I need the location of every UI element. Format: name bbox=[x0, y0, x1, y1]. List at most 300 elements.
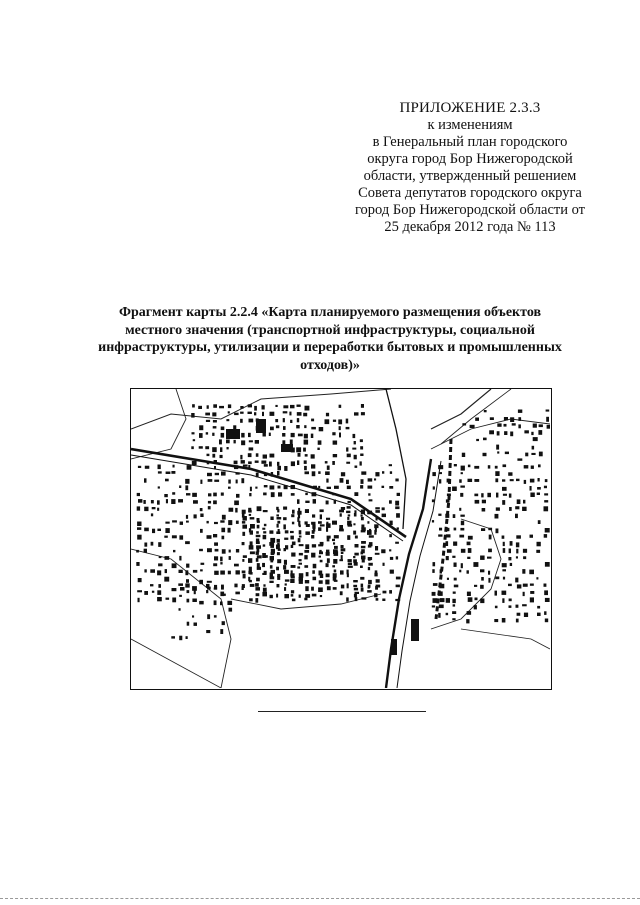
building bbox=[376, 598, 379, 601]
building bbox=[270, 454, 275, 458]
building bbox=[368, 478, 373, 481]
building bbox=[179, 608, 181, 611]
map-fragment-title bbox=[85, 304, 575, 374]
building bbox=[504, 431, 507, 435]
building bbox=[332, 432, 335, 435]
building bbox=[180, 587, 185, 591]
building bbox=[305, 544, 309, 549]
building bbox=[206, 420, 210, 422]
building bbox=[397, 527, 399, 529]
building bbox=[460, 515, 464, 517]
building bbox=[447, 479, 450, 483]
building bbox=[222, 621, 225, 625]
building bbox=[158, 486, 160, 488]
road bbox=[131, 639, 221, 688]
building bbox=[516, 549, 518, 554]
building bbox=[199, 446, 203, 449]
building bbox=[276, 425, 279, 428]
building bbox=[191, 413, 194, 418]
building bbox=[326, 563, 329, 567]
building bbox=[299, 595, 301, 598]
building bbox=[304, 555, 307, 559]
building bbox=[200, 480, 202, 484]
building bbox=[205, 413, 210, 416]
building bbox=[207, 535, 212, 539]
building bbox=[544, 534, 547, 538]
building bbox=[339, 433, 341, 438]
building bbox=[179, 535, 183, 539]
building bbox=[518, 410, 522, 413]
building bbox=[277, 559, 281, 563]
building bbox=[249, 419, 254, 423]
large-building bbox=[411, 619, 419, 641]
building bbox=[459, 508, 461, 511]
building bbox=[228, 404, 231, 408]
building bbox=[255, 487, 257, 489]
title-line: отходов)» bbox=[300, 357, 360, 373]
building bbox=[311, 464, 315, 468]
building bbox=[538, 478, 540, 482]
building bbox=[355, 592, 360, 594]
building bbox=[445, 514, 449, 518]
building bbox=[151, 513, 153, 516]
building bbox=[212, 433, 214, 436]
building bbox=[533, 424, 537, 428]
building bbox=[241, 460, 245, 464]
building bbox=[504, 417, 508, 420]
building bbox=[297, 499, 300, 504]
building bbox=[480, 569, 484, 572]
building bbox=[150, 569, 155, 573]
building bbox=[395, 599, 400, 601]
building bbox=[467, 592, 471, 596]
building bbox=[376, 516, 378, 520]
building bbox=[454, 464, 457, 466]
building bbox=[213, 420, 217, 423]
building bbox=[290, 536, 294, 540]
building bbox=[226, 440, 230, 444]
building bbox=[381, 549, 385, 553]
building bbox=[284, 587, 286, 591]
building bbox=[355, 544, 359, 548]
building bbox=[333, 587, 337, 590]
building bbox=[361, 479, 364, 484]
building bbox=[334, 551, 339, 556]
building bbox=[353, 580, 358, 582]
building bbox=[213, 500, 217, 504]
building bbox=[144, 507, 148, 511]
building bbox=[375, 507, 380, 509]
building bbox=[516, 535, 521, 538]
building bbox=[212, 454, 215, 458]
building bbox=[282, 433, 285, 437]
building bbox=[234, 564, 239, 567]
building bbox=[208, 506, 211, 509]
building bbox=[374, 573, 377, 577]
building bbox=[159, 556, 162, 558]
building bbox=[503, 494, 507, 496]
building bbox=[299, 559, 302, 561]
building bbox=[158, 465, 161, 470]
building bbox=[136, 562, 139, 566]
building bbox=[509, 599, 512, 602]
building bbox=[368, 558, 371, 561]
building bbox=[461, 521, 464, 526]
building bbox=[179, 595, 182, 597]
building bbox=[241, 478, 244, 483]
building bbox=[354, 441, 356, 444]
building bbox=[489, 535, 492, 540]
building bbox=[220, 562, 222, 564]
building bbox=[341, 507, 345, 510]
building bbox=[152, 529, 155, 533]
building bbox=[545, 619, 548, 623]
building bbox=[325, 419, 330, 424]
building bbox=[262, 412, 264, 416]
building bbox=[214, 588, 218, 590]
building bbox=[347, 454, 351, 458]
building bbox=[284, 485, 288, 489]
building bbox=[483, 438, 487, 441]
building bbox=[305, 580, 309, 583]
building bbox=[522, 507, 527, 511]
building bbox=[502, 569, 506, 571]
building bbox=[199, 601, 204, 605]
building bbox=[192, 432, 195, 434]
appendix-line: к изменениям bbox=[427, 117, 513, 133]
building bbox=[468, 548, 472, 553]
building bbox=[537, 493, 540, 496]
building bbox=[382, 599, 385, 602]
building bbox=[277, 521, 280, 524]
building bbox=[249, 580, 252, 582]
building bbox=[222, 549, 226, 554]
building bbox=[361, 517, 364, 520]
building bbox=[277, 552, 280, 555]
building bbox=[488, 465, 491, 468]
title-line: инфраструктуры, утилизации и переработки бытовых и промышленных bbox=[98, 340, 562, 355]
building bbox=[483, 453, 487, 456]
building bbox=[157, 508, 159, 511]
building bbox=[173, 465, 175, 468]
building bbox=[305, 501, 309, 503]
building bbox=[199, 433, 203, 438]
building bbox=[213, 534, 217, 537]
building bbox=[332, 521, 337, 525]
appendix-line: округа город Бор Нижегородской bbox=[367, 151, 573, 167]
building bbox=[495, 478, 498, 482]
building bbox=[432, 569, 434, 573]
building bbox=[438, 591, 443, 596]
building bbox=[529, 570, 534, 575]
building bbox=[306, 572, 309, 576]
building bbox=[222, 515, 226, 520]
building bbox=[299, 530, 302, 534]
large-building bbox=[256, 419, 266, 433]
building bbox=[523, 584, 528, 587]
building bbox=[276, 531, 280, 534]
building bbox=[516, 619, 519, 623]
building bbox=[320, 524, 325, 526]
building bbox=[332, 461, 335, 465]
building bbox=[269, 530, 273, 533]
building bbox=[516, 605, 519, 608]
building bbox=[207, 548, 212, 552]
building bbox=[531, 453, 535, 455]
building bbox=[138, 499, 142, 503]
building bbox=[462, 423, 466, 425]
building bbox=[339, 525, 343, 530]
building bbox=[257, 525, 260, 529]
building bbox=[304, 460, 307, 464]
building bbox=[318, 471, 320, 474]
building bbox=[137, 522, 141, 527]
building bbox=[200, 508, 203, 511]
building bbox=[229, 556, 231, 560]
building bbox=[346, 462, 350, 464]
building bbox=[299, 536, 302, 538]
building bbox=[389, 590, 392, 594]
building bbox=[249, 572, 252, 575]
building-blocks bbox=[136, 404, 550, 655]
building bbox=[212, 447, 217, 452]
building bbox=[305, 406, 310, 411]
building bbox=[488, 571, 490, 575]
building bbox=[354, 553, 358, 556]
building bbox=[186, 493, 190, 495]
building bbox=[256, 535, 261, 537]
large-building bbox=[281, 444, 293, 452]
building bbox=[530, 486, 532, 491]
building bbox=[236, 494, 240, 498]
building bbox=[502, 479, 505, 481]
building bbox=[446, 613, 449, 615]
building bbox=[312, 594, 317, 597]
building bbox=[326, 574, 330, 578]
building bbox=[185, 479, 189, 484]
building bbox=[297, 566, 300, 568]
building bbox=[438, 465, 443, 469]
building bbox=[470, 425, 475, 428]
building bbox=[263, 510, 268, 512]
building bbox=[166, 499, 168, 503]
building bbox=[227, 447, 229, 449]
building bbox=[263, 584, 265, 586]
building bbox=[383, 563, 385, 566]
building bbox=[186, 515, 188, 519]
building bbox=[433, 583, 438, 586]
building bbox=[240, 455, 242, 460]
building bbox=[462, 453, 465, 457]
building bbox=[299, 544, 304, 546]
building bbox=[537, 606, 540, 609]
building bbox=[313, 486, 317, 489]
building bbox=[361, 552, 364, 555]
building bbox=[382, 486, 385, 488]
building bbox=[368, 563, 372, 566]
building bbox=[263, 455, 267, 459]
building bbox=[269, 462, 272, 467]
large-building bbox=[226, 429, 240, 439]
building bbox=[475, 500, 480, 504]
building bbox=[284, 594, 289, 598]
building bbox=[158, 542, 161, 547]
building bbox=[502, 563, 507, 567]
building bbox=[277, 462, 279, 466]
building bbox=[264, 524, 267, 526]
building bbox=[440, 569, 442, 573]
building bbox=[291, 594, 294, 597]
building bbox=[242, 571, 246, 574]
building bbox=[367, 590, 372, 593]
building bbox=[221, 528, 225, 533]
building bbox=[375, 546, 378, 551]
building bbox=[277, 584, 280, 587]
building bbox=[248, 510, 251, 513]
building bbox=[508, 472, 512, 476]
building bbox=[341, 472, 345, 476]
building bbox=[165, 528, 169, 533]
scan-edge-line bbox=[0, 898, 640, 899]
appendix-block bbox=[325, 100, 615, 236]
building bbox=[283, 426, 286, 430]
district-boundary bbox=[461, 629, 550, 649]
building bbox=[234, 584, 237, 588]
building bbox=[517, 458, 522, 460]
building bbox=[354, 455, 357, 460]
building bbox=[179, 556, 181, 561]
building bbox=[256, 539, 259, 543]
building bbox=[304, 565, 308, 568]
building bbox=[285, 583, 287, 585]
building bbox=[221, 493, 224, 496]
building bbox=[474, 585, 477, 587]
building bbox=[361, 412, 365, 415]
building bbox=[360, 454, 363, 457]
building bbox=[495, 591, 498, 596]
building bbox=[396, 585, 400, 588]
building bbox=[340, 570, 344, 574]
building bbox=[256, 558, 259, 562]
building bbox=[206, 432, 208, 434]
building bbox=[228, 520, 232, 525]
building bbox=[333, 420, 336, 422]
building bbox=[234, 413, 239, 415]
building bbox=[214, 522, 218, 524]
building bbox=[446, 541, 449, 546]
building bbox=[186, 579, 189, 583]
building bbox=[173, 550, 175, 552]
building bbox=[186, 636, 188, 639]
building bbox=[290, 420, 292, 423]
building bbox=[158, 584, 161, 588]
building bbox=[461, 472, 463, 474]
building bbox=[374, 524, 378, 528]
building bbox=[263, 535, 267, 539]
building bbox=[533, 437, 538, 441]
building bbox=[264, 485, 268, 487]
building bbox=[432, 499, 435, 502]
building bbox=[334, 486, 339, 489]
building bbox=[319, 556, 322, 558]
building bbox=[213, 493, 217, 497]
building bbox=[256, 578, 260, 582]
building bbox=[311, 522, 315, 525]
building bbox=[474, 494, 478, 497]
building bbox=[544, 611, 546, 615]
building bbox=[220, 629, 223, 634]
building bbox=[523, 592, 525, 596]
building bbox=[193, 570, 197, 573]
building bbox=[545, 479, 548, 482]
building bbox=[537, 487, 541, 490]
building bbox=[270, 427, 274, 431]
building bbox=[361, 471, 366, 474]
building bbox=[318, 521, 322, 524]
building bbox=[383, 591, 387, 594]
building bbox=[236, 480, 238, 484]
building bbox=[508, 584, 512, 586]
building bbox=[531, 432, 533, 435]
building bbox=[397, 493, 400, 496]
building bbox=[530, 597, 534, 602]
building bbox=[439, 605, 444, 609]
building bbox=[200, 529, 203, 533]
building bbox=[298, 538, 301, 542]
building bbox=[248, 433, 251, 437]
building bbox=[361, 510, 365, 515]
building bbox=[269, 433, 271, 436]
building bbox=[360, 439, 363, 442]
building bbox=[290, 440, 293, 445]
building bbox=[255, 587, 260, 591]
building bbox=[505, 452, 509, 455]
building bbox=[180, 522, 183, 525]
building bbox=[461, 466, 465, 471]
building bbox=[375, 553, 380, 555]
building bbox=[503, 548, 506, 553]
building bbox=[495, 466, 498, 469]
building bbox=[361, 584, 364, 588]
building bbox=[311, 427, 316, 430]
building bbox=[166, 598, 170, 600]
building bbox=[341, 555, 343, 559]
building bbox=[150, 584, 153, 586]
building bbox=[192, 404, 195, 407]
building bbox=[515, 514, 518, 518]
building bbox=[311, 535, 314, 539]
building bbox=[299, 563, 302, 565]
building bbox=[502, 591, 507, 595]
building bbox=[481, 528, 485, 531]
building bbox=[144, 528, 149, 532]
building bbox=[453, 592, 456, 594]
building bbox=[305, 471, 310, 474]
building bbox=[249, 440, 253, 442]
building bbox=[333, 441, 338, 445]
building bbox=[510, 432, 513, 437]
building bbox=[446, 528, 450, 531]
building bbox=[207, 614, 210, 619]
building bbox=[304, 598, 307, 601]
building bbox=[524, 465, 529, 468]
building bbox=[179, 570, 183, 573]
building bbox=[390, 570, 394, 574]
building bbox=[544, 500, 548, 502]
building bbox=[234, 465, 238, 469]
building bbox=[348, 524, 353, 527]
building bbox=[214, 460, 217, 463]
